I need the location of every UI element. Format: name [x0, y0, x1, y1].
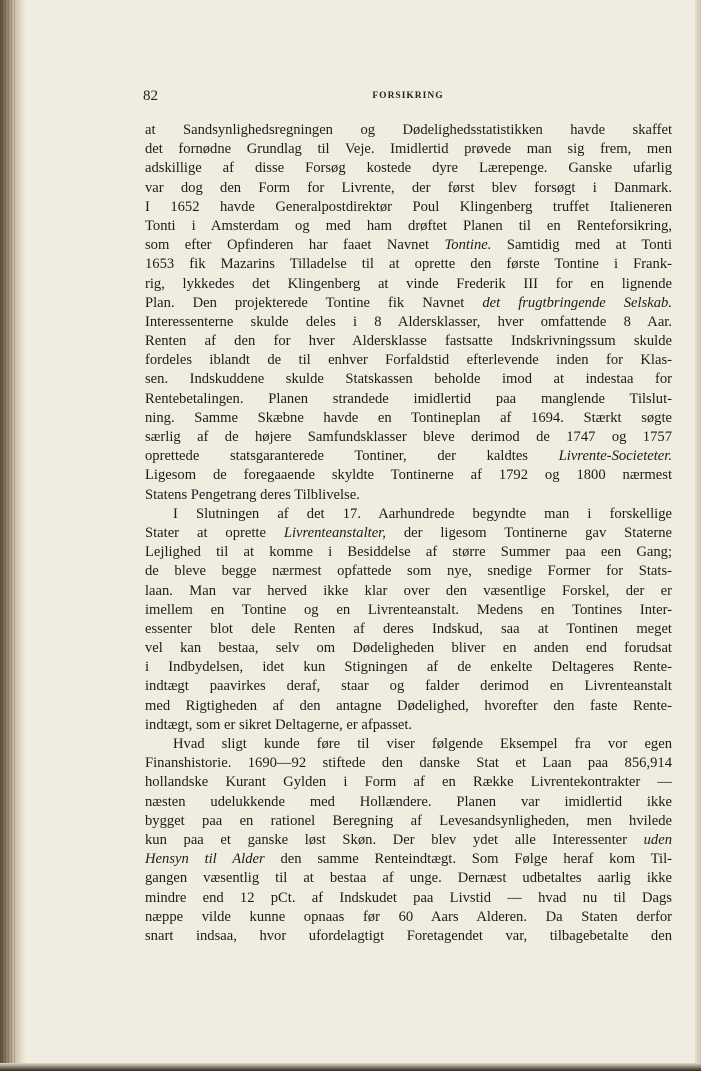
text-line — [145, 332, 672, 351]
text-line — [145, 275, 672, 294]
text-line — [145, 716, 672, 735]
text-run: særlig af de højere Samfundsklasser bleve derimod de 1747 og 1757 — [145, 429, 672, 445]
text-run: Hvad sligt kunde føre til viser følgende Eksempel fra vor egen — [173, 736, 672, 752]
text-run: bygget paa en rationel Beregning af Levesandsynligheden, men hvilede — [145, 812, 672, 829]
text-line — [145, 140, 672, 159]
text-run: Lejlighed til at komme i Besiddelse af større Summer paa een Gang; — [145, 544, 672, 561]
text-line — [145, 294, 672, 313]
text-line — [145, 754, 672, 773]
text-line — [145, 927, 672, 946]
text-run: hollandske Kurant Gylden i Form af en Række Livrentekontrakter — — [145, 774, 672, 791]
text-run: den samme Renteindtægt. Som Følge heraf kom Til- — [264, 851, 672, 868]
text-line — [145, 217, 672, 236]
text-run: rig, lykkedes det Klingenberg at vinde Frederik III for en lignende — [145, 275, 672, 292]
text-line — [145, 697, 672, 716]
text-run: I 1652 havde Generalpostdirektør Poul Klingenberg truffet Italieneren — [145, 198, 672, 215]
text-run: kun paa et ganske løst Skøn. Der blev ydet alle Interessenter — [145, 831, 644, 848]
text-run: Interessenterne skulde deles i 8 Aldersklasser, hver omfattende 8 Aar. — [145, 313, 672, 330]
text-line — [145, 428, 672, 447]
text-line — [145, 601, 672, 620]
text-line — [145, 370, 672, 389]
text-run: snart indsaa, hvor ufordelagtigt Foretagendet var, tilbagebetalte den — [145, 927, 672, 944]
text-line — [145, 255, 672, 274]
text-run: I Slutningen af det 17. Aarhundrede begyndte man i forskellige — [173, 505, 672, 522]
binding-stitching — [2, 0, 16, 1071]
page-right-edge — [695, 0, 701, 1071]
italic-term: uden — [643, 831, 672, 848]
text-line — [145, 869, 672, 888]
text-line — [145, 543, 672, 562]
text-line — [145, 850, 672, 869]
text-line — [145, 812, 672, 831]
text-line — [145, 198, 672, 217]
text-run: Renten af den for hver Aldersklasse fastsatte Indskrivningssum skulde — [145, 333, 672, 350]
body-text — [145, 121, 672, 946]
text-line — [145, 409, 672, 428]
text-line — [145, 908, 672, 927]
text-run: Samtidig med at Tonti — [491, 237, 673, 254]
text-run: Rentebetalingen. Planen strandede imidlertid paa manglende Tilslut- — [145, 390, 672, 407]
text-run: imellem en Tontine og en Livrenteanstalt. Medens en Tontines Inter- — [145, 601, 672, 618]
text-line — [145, 677, 672, 696]
text-line — [145, 447, 672, 466]
text-run: mindre end 12 pCt. af Indskudet paa Livstid — hvad nu til Dags — [145, 889, 672, 906]
page-header — [143, 88, 673, 108]
text-run: Tonti i Amsterdam og med ham drøftet Planen til en Renteforsikring, — [145, 217, 672, 234]
text-run: fordeles iblandt de til enhver Forfaldstid efterlevende inden for Klas- — [145, 352, 672, 369]
text-line — [145, 390, 672, 409]
text-line — [145, 351, 672, 370]
text-run: indtægt, som er sikret Deltagerne, er afpasset. — [145, 716, 413, 733]
text-line — [145, 466, 672, 485]
text-run: næsten udelukkende med Hollændere. Planen var imidlertid ikke — [145, 793, 672, 810]
text-run: med Rigtigheden af den antagne Dødelighed, hvorefter den faste Rente- — [145, 697, 672, 714]
text-run: at Sandsynlighedsregningen og Dødelighedsstatistikken havde skaffet — [145, 122, 672, 138]
text-run: Ligesom de foregaaende skyldte Tontinerne af 1792 og 1800 nærmest — [145, 467, 672, 484]
italic-term: det frugtbringende Selskab. — [482, 294, 672, 311]
text-line — [145, 313, 672, 332]
text-run: indtægt paavirkes deraf, staar og falder derimod en Livrenteanstalt — [145, 678, 672, 695]
text-run: Plan. Den projekterede Tontine fik Navnet — [145, 294, 483, 311]
text-run: adskillige af disse Forsøg kostede dyre Lærepenge. Ganske ufarlig — [145, 160, 672, 177]
text-run: de bleve begge nærmest opfattede som nye, snedige Former for Stats- — [145, 563, 672, 580]
text-line — [145, 582, 672, 601]
text-run: næppe vilde kunne opnaas før 60 Aars Alderen. Da Staten derfor — [145, 908, 672, 925]
text-line — [145, 524, 672, 543]
text-run: sen. Indskuddene skulde Statskassen beholde imod at indestaa for — [145, 371, 672, 388]
text-line — [145, 236, 672, 255]
text-line — [145, 793, 672, 812]
text-run: ning. Samme Skæbne havde en Tontineplan af 1694. Stærkt søgte — [145, 409, 672, 426]
text-line — [145, 562, 672, 581]
italic-term: Hensyn til Alder — [145, 851, 265, 868]
text-line — [145, 121, 672, 140]
text-line — [145, 831, 672, 850]
text-run: det fornødne Grundlag til Veje. Imidlertid prøvede man sig frem, men — [145, 141, 672, 158]
text-run: laan. Man var herved ikke klar over den væsentlige Forskel, der er — [145, 582, 672, 599]
text-line — [145, 639, 672, 658]
text-run: i Indbydelsen, idet kun Stigningen af de enkelte Deltageres Rente- — [145, 659, 672, 676]
text-line — [145, 179, 672, 198]
text-run: Stater at oprette — [145, 524, 284, 541]
text-line — [145, 735, 672, 754]
text-line — [145, 159, 672, 178]
text-run: oprettede statsgaranterede Tontiner, der kaldtes — [145, 448, 559, 465]
text-run: gangen væsentlig til at bestaa af unge. Dernæst udbetaltes aarlig ikke — [145, 870, 672, 887]
italic-term: Livrente-Societeter. — [558, 448, 672, 465]
text-run: Statens Pengetrang deres Tilblivelse. — [145, 486, 360, 503]
text-run: som efter Opfinderen har faaet Navnet — [145, 237, 445, 254]
text-line — [145, 658, 672, 677]
text-run: var dog den Form for Livrente, der først blev forsøgt i Danmark. — [145, 179, 672, 196]
text-run: 1653 fik Mazarins Tilladelse til at oprette den første Tontine i Frank- — [145, 256, 672, 273]
text-line — [145, 773, 672, 792]
page-bottom-edge — [0, 1063, 701, 1071]
text-line — [145, 486, 672, 505]
text-run: der ligesom Tontinerne gav Staterne — [385, 524, 672, 541]
page-number: 82 — [143, 88, 158, 104]
text-line — [145, 620, 672, 639]
text-run: essenter blot dele Renten af deres Indskud, saa at Tontinen meget — [145, 620, 672, 637]
text-line — [145, 505, 672, 524]
text-line — [145, 889, 672, 908]
italic-term: Livrenteanstalter, — [283, 524, 386, 541]
text-run: vel kan bestaa, selv om Dødeligheden bliver en anden end forudsat — [145, 640, 672, 657]
italic-term: Tontine. — [444, 237, 492, 254]
running-head: FORSIKRING — [372, 91, 444, 101]
text-run: Finanshistorie. 1690—92 stiftede den danske Stat et Laan paa 856,914 — [145, 755, 672, 772]
